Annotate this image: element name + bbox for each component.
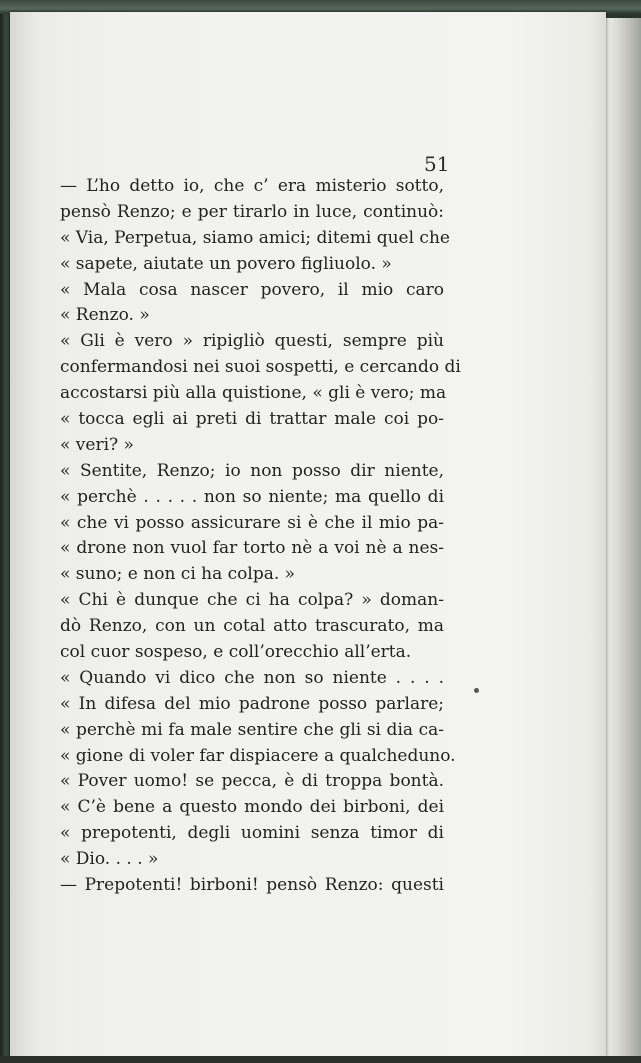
text-line: dò Renzo, con un cotal atto trascurato, ma	[60, 616, 444, 637]
text-line: « gione di voler far dispiacere a qualcheduno.	[60, 745, 456, 766]
text-line: col cuor sospeso, e coll’orecchio all’erta.	[60, 642, 412, 663]
text-line: pensò Renzo; e per tirarlo in luce, continuò:	[60, 201, 444, 222]
book-cover-edge-bottom	[0, 1056, 641, 1063]
text-line: « Dio. . . . »	[60, 849, 159, 870]
text-line: « Gli è vero » ripigliò questi, sempre più	[60, 331, 444, 352]
text-line: « veri? »	[60, 434, 134, 455]
text-line: « Mala cosa nascer povero, il mio caro	[60, 279, 444, 300]
text-line: — L’ho detto io, che c’ era misterio sotto,	[60, 176, 444, 196]
text-line: « Pover uomo! se pecca, è di troppa bontà.	[60, 771, 444, 792]
page-number: 51	[424, 152, 450, 176]
ink-speck	[474, 688, 479, 693]
page-stack-edge	[604, 18, 641, 1058]
text-line: « perchè mi fa male sentire che gli si dia ca-	[60, 719, 444, 740]
text-line: « suno; e non ci ha colpa. »	[60, 564, 296, 585]
text-line: « In difesa del mio padrone posso parlare;	[60, 693, 444, 714]
text-line: « C’è bene a questo mondo dei birboni, dei	[60, 797, 444, 818]
text-line: « che vi posso assicurare si è che il mio pa-	[60, 512, 444, 533]
text-line: — Prepotenti! birboni! pensò Renzo: questi	[60, 875, 444, 896]
text-line: confermandosi nei suoi sospetti, e cercando di	[60, 357, 461, 378]
text-line: « Chi è dunque che ci ha colpa? » doman-	[60, 590, 444, 611]
text-line: « prepotenti, degli uomini senza timor di	[60, 823, 444, 844]
text-line: « sapete, aiutate un povero figliuolo. »	[60, 253, 392, 274]
text-line: « Sentite, Renzo; io non posso dir niente,	[60, 460, 444, 481]
text-line: « drone non vuol far torto nè a voi nè a nes-	[60, 538, 444, 559]
text-line: « Via, Perpetua, siamo amici; ditemi quel che	[60, 227, 450, 248]
text-line: « Quando vi dico che non so niente . . . .	[60, 667, 444, 688]
body-text	[60, 174, 461, 899]
text-line: « Renzo. »	[60, 305, 150, 326]
text-line: « perchè . . . . . non so niente; ma quello di	[60, 486, 444, 507]
text-line: accostarsi più alla quistione, « gli è vero; ma	[60, 383, 447, 404]
text-line: « tocca egli ai preti di trattar male coi po-	[60, 409, 444, 430]
